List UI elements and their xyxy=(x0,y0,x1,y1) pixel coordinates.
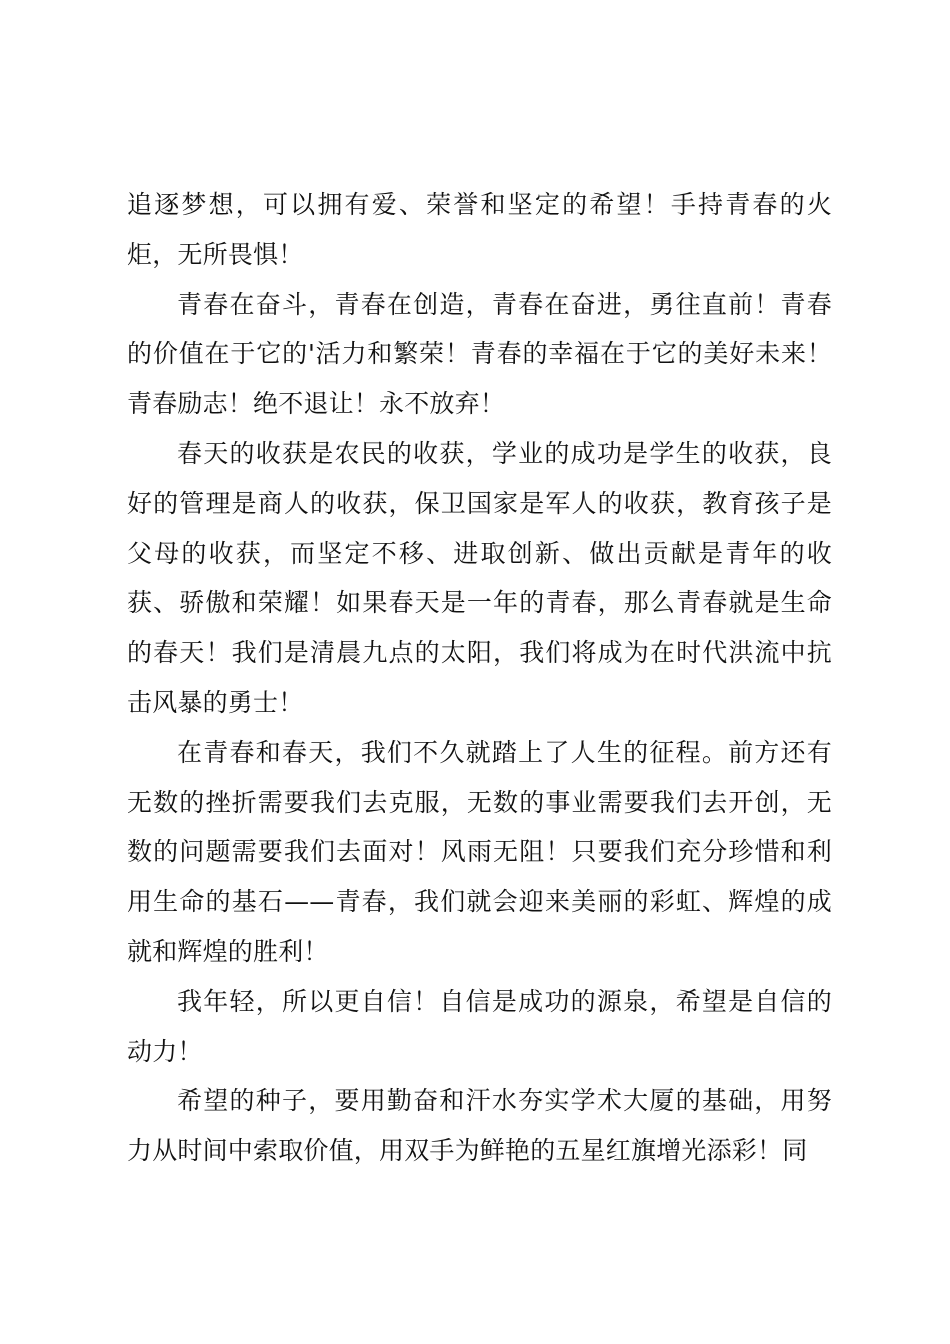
paragraph-4: 在青春和春天，我们不久就踏上了人生的征程。前方还有无数的挫折需要我们去克服，无数的事业需要我们去开创，无数的问题需要我们去面对！风雨无阻！只要我们充分珍惜和利用生命的基石——青春，我们就会迎来美丽的彩虹、辉煌的成就和辉煌的胜利！ xyxy=(127,737,832,966)
document-body xyxy=(127,180,832,1176)
paragraph-3: 春天的收获是农民的收获，学业的成功是学生的收获，良好的管理是商人的收获，保卫国家是军人的收获，教育孩子是父母的收获，而坚定不移、进取创新、做出贡献是青年的收获、骄傲和荣耀！如果春天是一年的青春，那么青春就是生命的春天！我们是清晨九点的太阳，我们将成为在时代洪流中抗击风暴的勇士！ xyxy=(127,438,832,717)
paragraph-2: 青春在奋斗，青春在创造，青春在奋进，勇往直前！青春的价值在于它的'活力和繁荣！青春的幸福在于它的美好未来！青春励志！绝不退让！永不放弃！ xyxy=(127,289,832,419)
paragraph-6: 希望的种子，要用勤奋和汗水夯实学术大厦的基础，用努力从时间中索取价值，用双手为鲜艳的五星红旗增光添彩！同 xyxy=(127,1086,832,1166)
paragraph-1: 追逐梦想，可以拥有爱、荣誉和坚定的希望！手持青春的火炬，无所畏惧！ xyxy=(127,190,832,269)
paragraph-5: 我年轻，所以更自信！自信是成功的源泉，希望是自信的动力！ xyxy=(127,986,832,1066)
